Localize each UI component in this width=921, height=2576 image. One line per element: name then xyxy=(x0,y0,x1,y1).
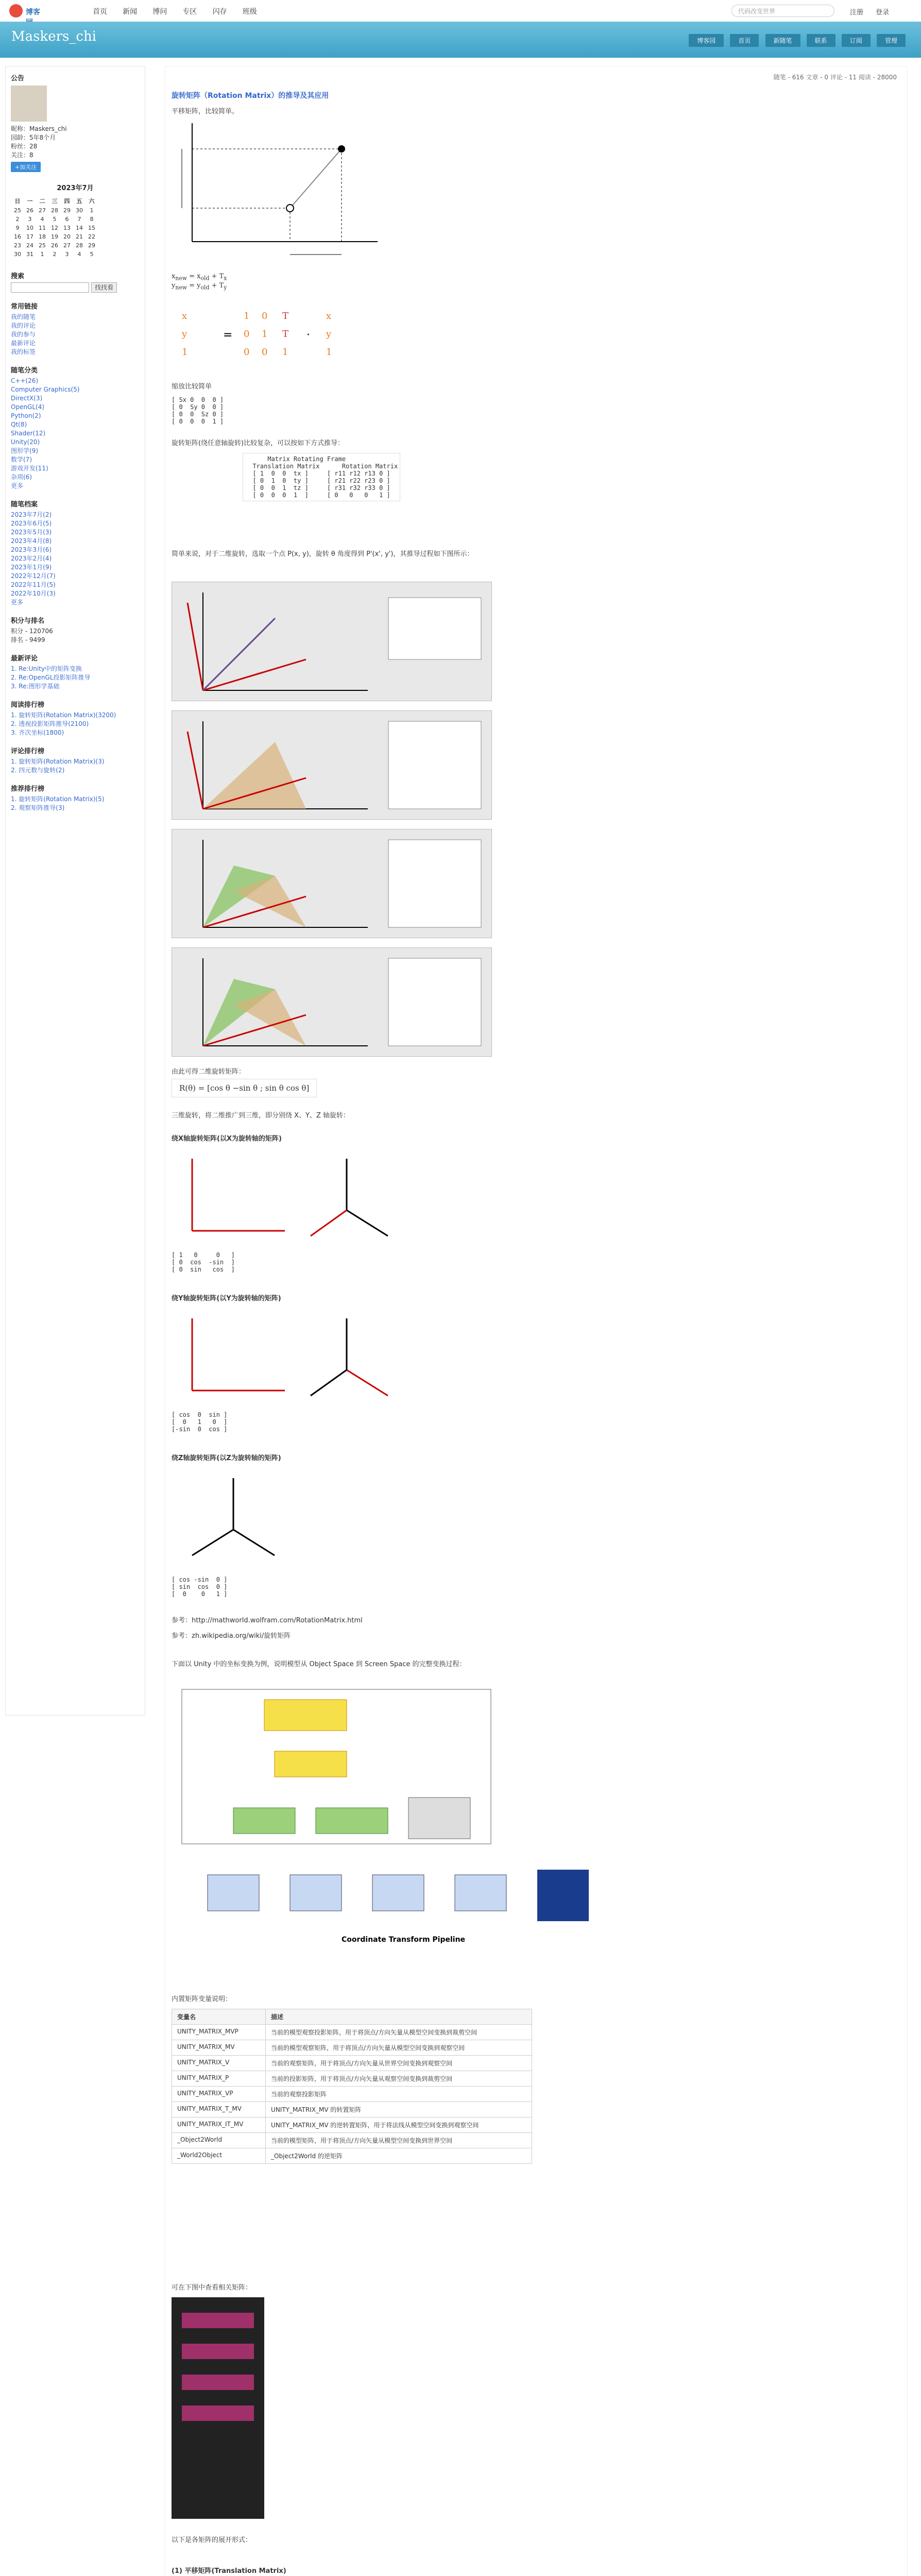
list-item[interactable]: OpenGL(4) xyxy=(11,403,45,411)
age: 园龄：5年8个月 xyxy=(11,134,56,141)
list-item[interactable]: 2. 四元数与旋转(2) xyxy=(11,767,65,774)
calendar-day[interactable]: 21 xyxy=(76,233,83,240)
nav-link[interactable]: 闪存 xyxy=(212,8,227,16)
paragraph: 下面以 Unity 中的坐标变换为例，说明模型从 Object Space 到 Screen Space 的完整变换过程： xyxy=(172,1660,466,1668)
table-row xyxy=(172,2148,532,2164)
list-item[interactable]: 更多 xyxy=(11,482,24,489)
avatar[interactable] xyxy=(11,86,47,122)
table-cell: _Object2World xyxy=(172,2133,266,2148)
list-item[interactable]: 3. Re:图形学基础 xyxy=(11,683,60,690)
svg-text:0: 0 xyxy=(244,347,250,358)
list-item[interactable]: 我的参与 xyxy=(11,331,36,338)
list-item[interactable]: 积分 - 120706 xyxy=(11,628,53,635)
table-cell: UNITY_MATRIX_V xyxy=(172,2056,266,2071)
calendar-day[interactable]: 19 xyxy=(51,233,58,240)
article-title[interactable]: 旋转矩阵（Rotation Matrix）的推导及其应用 xyxy=(172,92,329,100)
calendar-day[interactable]: 29 xyxy=(63,207,71,214)
table-row xyxy=(172,2071,532,2087)
header-button[interactable]: 博客园 xyxy=(689,34,724,47)
calendar-day[interactable]: 27 xyxy=(63,242,71,249)
list-item[interactable]: DirectX(3) xyxy=(11,395,43,402)
list-item[interactable]: 2023年7月(2) xyxy=(11,511,52,518)
svg-text:0: 0 xyxy=(262,347,268,358)
table-row xyxy=(172,2087,532,2102)
list-item[interactable]: 2023年2月(4) xyxy=(11,555,52,562)
list-item[interactable]: 2023年3月(6) xyxy=(11,546,52,553)
svg-text:0: 0 xyxy=(262,311,268,321)
list-item[interactable]: 2022年11月(5) xyxy=(11,581,56,588)
search-button[interactable]: 找找看 xyxy=(91,282,117,293)
list-item[interactable]: 1. 旋转矩阵(Rotation Matrix)(3200) xyxy=(11,711,116,719)
header-button[interactable]: 首页 xyxy=(730,34,759,47)
calendar-day[interactable]: 9 xyxy=(15,225,20,231)
nickname: 昵称：Maskers_chi xyxy=(11,125,67,132)
rotation-figure xyxy=(172,582,492,701)
calendar-head: 四 xyxy=(64,198,70,205)
list-item[interactable]: 1. Re:Unity中的矩阵变换 xyxy=(11,665,82,672)
svg-text:1: 1 xyxy=(182,347,188,358)
calendar-day[interactable]: 7 xyxy=(77,216,81,223)
paragraph: 由此可得二维旋转矩阵： xyxy=(172,1068,246,1076)
calendar-day[interactable]: 12 xyxy=(51,225,58,231)
search-title: 搜索 xyxy=(11,273,25,280)
section-title: 绕Z轴旋转矩阵(以Z为旋转轴的矩阵) xyxy=(172,1454,281,1462)
list-item[interactable]: 我的评论 xyxy=(11,322,36,329)
calendar-day[interactable]: 4 xyxy=(77,251,81,258)
list-item[interactable]: 1. 旋转矩阵(Rotation Matrix)(5) xyxy=(11,795,105,803)
calendar-head: 五 xyxy=(76,198,82,205)
nav-link[interactable]: 班级 xyxy=(242,8,257,16)
calendar-day[interactable]: 8 xyxy=(90,216,94,223)
site-search-input[interactable]: 代码改变世界 xyxy=(731,5,834,17)
section-title: 绕Y轴旋转矩阵(以Y为旋转轴的矩阵) xyxy=(172,1295,281,1302)
list-item[interactable]: 数学(7) xyxy=(11,456,32,463)
coordinate-pipeline xyxy=(172,1859,635,1962)
table-row xyxy=(172,2117,532,2133)
matrix-table xyxy=(172,2009,532,2164)
table-row xyxy=(172,2056,532,2071)
calendar-day[interactable]: 17 xyxy=(26,233,33,240)
section-title: 绕X轴旋转矩阵(以X为旋转轴的矩阵) xyxy=(172,1135,282,1143)
calendar-day[interactable]: 10 xyxy=(26,225,33,231)
recent-comments xyxy=(11,665,140,691)
table-cell: UNITY_MATRIX_MV 的转置矩阵 xyxy=(266,2102,532,2117)
section-title: (1) 平移矩阵(Translation Matrix) xyxy=(172,2567,286,2575)
sidebar-search-input[interactable] xyxy=(11,282,89,293)
list-item[interactable]: 2. 观察矩阵推导(3) xyxy=(11,804,65,811)
calendar-day[interactable]: 5 xyxy=(53,216,57,223)
y-rotation-matrix: [ cos 0 sin ] [ 0 1 0 ] [-sin 0 cos ] xyxy=(172,1411,228,1433)
formula: $x_{new} = x_{old} + T_x$ $y_{new} = y_{old} + T_y$ xyxy=(172,273,227,291)
paragraph: 三维旋转，将二维推广到三维，即分别绕 X、Y、Z 轴旋转： xyxy=(172,1112,350,1120)
calendar-day[interactable]: 30 xyxy=(76,207,83,214)
blog-title[interactable]: Maskers_chi xyxy=(11,29,97,44)
list-item[interactable]: Shader(12) xyxy=(11,430,46,437)
svg-text:1: 1 xyxy=(262,329,268,340)
list-item[interactable]: 排名 - 9499 xyxy=(11,636,45,643)
list-item[interactable]: Unity(20) xyxy=(11,438,40,446)
rank-list xyxy=(11,627,140,645)
register-link[interactable]: 注册 xyxy=(850,9,864,16)
list-item[interactable]: 1. 旋转矩阵(Rotation Matrix)(3) xyxy=(11,758,105,765)
reference-link[interactable]: 参考：http://mathworld.wolfram.com/RotationMatrix.html xyxy=(172,1617,363,1624)
calendar-day[interactable]: 26 xyxy=(26,207,33,214)
list-item[interactable]: 3. 齐次坐标(1800) xyxy=(11,729,64,736)
z-rotation-matrix: [ cos -sin 0 ] [ sin cos 0 ] [ 0 0 1 ] xyxy=(172,1576,228,1598)
common-links xyxy=(11,313,140,357)
recommend-rank-title: 推荐排行榜 xyxy=(11,785,45,793)
list-item[interactable]: 杂项(6) xyxy=(11,473,32,481)
rotation-figure xyxy=(172,710,492,820)
header-button[interactable]: 联系 xyxy=(807,34,835,47)
calendar-day[interactable]: 6 xyxy=(65,216,69,223)
calendar-title: 2023年7月 xyxy=(57,184,94,192)
comment-rank-title: 评论排行榜 xyxy=(11,748,45,755)
calendar-day[interactable]: 1 xyxy=(40,251,44,258)
list-item[interactable]: 2. Re:OpenGL投影矩阵推导 xyxy=(11,674,91,681)
list-item[interactable]: 我的随笔 xyxy=(11,313,36,320)
calendar-head: 二 xyxy=(39,198,45,205)
table-row xyxy=(172,2040,532,2056)
svg-text:0: 0 xyxy=(244,329,250,340)
read-rank-list xyxy=(11,711,140,737)
list-item[interactable]: 2023年1月(9) xyxy=(11,564,52,571)
calendar-day[interactable]: 28 xyxy=(76,242,83,249)
nav-link[interactable]: 首页 xyxy=(93,8,107,16)
rank-title: 积分与排名 xyxy=(11,617,45,625)
calendar-day[interactable]: 14 xyxy=(76,225,83,231)
calendar-day[interactable]: 25 xyxy=(14,207,21,214)
table-row xyxy=(172,2102,532,2117)
x-axis-diagram xyxy=(172,1148,408,1251)
main-content xyxy=(165,66,908,2576)
list-item[interactable]: 我的标签 xyxy=(11,348,36,355)
calendar-day[interactable]: 13 xyxy=(63,225,71,231)
list-item[interactable]: 更多 xyxy=(11,599,24,606)
list-item[interactable]: 2. 透视投影矩阵推导(2100) xyxy=(11,720,89,727)
list-item[interactable]: Python(2) xyxy=(11,412,41,419)
logo-icon xyxy=(9,4,23,18)
list-item[interactable]: Computer Graphics(5) xyxy=(11,386,80,393)
y-axis-diagram xyxy=(172,1308,408,1411)
recent-comments-title: 最新评论 xyxy=(11,655,38,663)
svg-text:T: T xyxy=(282,311,289,321)
list-item[interactable]: Qt(8) xyxy=(11,421,27,428)
list-item[interactable]: 最新评论 xyxy=(11,340,36,347)
common-links-title: 常用链接 xyxy=(11,303,38,311)
calendar-day[interactable]: 2 xyxy=(15,216,20,223)
calendar-day[interactable]: 3 xyxy=(28,216,32,223)
table-cell: 当前的模型矩阵，用于将顶点/方向矢量从模型空间变换到世界空间 xyxy=(266,2133,532,2148)
calendar-day[interactable]: 25 xyxy=(39,242,46,249)
read-rank-title: 阅读排行榜 xyxy=(11,701,45,709)
follow-count: 关注：8 xyxy=(11,151,33,159)
paragraph: 缩放比较简单 xyxy=(172,383,212,391)
svg-text:y: y xyxy=(326,329,332,340)
table-row xyxy=(172,2025,532,2040)
svg-text:x: x xyxy=(326,311,332,321)
calendar-day[interactable]: 11 xyxy=(39,225,46,231)
table-header: 变量名 xyxy=(172,2009,266,2025)
post-stats: 随笔 - 616 文章 - 0 评论 - 11 阅读 - 28000 xyxy=(773,74,897,81)
table-cell: 当前的模型观察投影矩阵，用于将顶点/方向矢量从模型空间变换到裁剪空间 xyxy=(266,2025,532,2040)
table-cell: _World2Object xyxy=(172,2148,266,2164)
logo-text: 博客 xyxy=(26,8,40,16)
list-item[interactable]: 图形学(9) xyxy=(11,447,38,454)
header-button[interactable]: 新随笔 xyxy=(765,34,800,47)
calendar-day[interactable]: 26 xyxy=(51,242,58,249)
login-link[interactable]: 登录 xyxy=(876,9,890,16)
pipeline-diagram xyxy=(172,1679,501,1849)
list-item[interactable]: 2022年12月(7) xyxy=(11,572,56,580)
comment-rank-list xyxy=(11,757,140,775)
paragraph: 以下是各矩阵的展开形式： xyxy=(172,2536,252,2544)
calendar-day[interactable]: 23 xyxy=(14,242,21,249)
table-cell: UNITY_MATRIX_MV 的逆转置矩阵，用于将法线从模型空间变换到观察空间 xyxy=(266,2117,532,2133)
table-row xyxy=(172,2133,532,2148)
paragraph: 可在下图中查看相关矩阵： xyxy=(172,2284,252,2292)
rotation-figure xyxy=(172,829,492,938)
svg-text:T: T xyxy=(282,329,289,340)
table-cell: UNITY_MATRIX_IT_MV xyxy=(172,2117,266,2133)
sidebar xyxy=(5,66,145,1716)
table-header: 描述 xyxy=(266,2009,532,2025)
recommend-rank-list xyxy=(11,795,140,812)
header-button[interactable]: 订阅 xyxy=(842,34,871,47)
table-cell: 当前的观察投影矩阵 xyxy=(266,2087,532,2102)
nav-link[interactable]: 博问 xyxy=(152,8,167,16)
table-cell: _Object2World 的逆矩阵 xyxy=(266,2148,532,2164)
site-logo[interactable] xyxy=(9,3,40,19)
calendar-day[interactable]: 4 xyxy=(40,216,44,223)
paragraph: 平移矩阵，比较简单。 xyxy=(172,108,239,115)
calendar-day[interactable]: 1 xyxy=(90,207,94,214)
table-cell: 当前的投影矩阵，用于将顶点/方向矢量从观察空间变换到裁剪空间 xyxy=(266,2071,532,2087)
calendar-day[interactable]: 16 xyxy=(14,233,21,240)
calendar-day[interactable]: 2 xyxy=(53,251,57,258)
table-cell: UNITY_MATRIX_MVP xyxy=(172,2025,266,2040)
calendar-head: 日 xyxy=(14,198,21,205)
list-item[interactable]: 2023年5月(3) xyxy=(11,529,52,536)
calendar-day[interactable]: 22 xyxy=(88,233,95,240)
pipeline-caption: Coordinate Transform Pipeline xyxy=(341,1936,466,1944)
paragraph: 旋转矩阵(绕任意轴旋转)比较复杂，可以按如下方式推导： xyxy=(172,439,345,447)
archive-title: 随笔档案 xyxy=(11,501,38,509)
header-button[interactable]: 管理 xyxy=(877,34,906,47)
nav-link[interactable]: 专区 xyxy=(182,8,197,16)
svg-text:1: 1 xyxy=(244,311,250,321)
scale-matrix: [ Sx 0 0 0 ] [ 0 Sy 0 0 ] [ 0 0 Sz 0 ] [ 0 0 0 1 ] xyxy=(172,396,224,425)
list-item[interactable]: C++(26) xyxy=(11,377,39,384)
svg-text:1: 1 xyxy=(282,347,288,358)
calendar-head: 三 xyxy=(52,198,58,205)
calendar-day[interactable]: 30 xyxy=(14,251,21,258)
nav-links xyxy=(93,6,270,16)
calendar-day[interactable]: 18 xyxy=(39,233,46,240)
calendar-day[interactable]: 3 xyxy=(65,251,69,258)
calendar-head: 一 xyxy=(27,198,33,205)
calendar-head: 六 xyxy=(89,198,95,205)
svg-text:·: · xyxy=(306,329,310,342)
table-cell: UNITY_MATRIX_MV xyxy=(172,2040,266,2056)
calendar-day[interactable]: 15 xyxy=(88,225,95,231)
list-item[interactable]: 2023年6月(5) xyxy=(11,520,52,527)
calendar xyxy=(11,195,98,259)
category-list xyxy=(11,377,140,490)
fans: 粉丝：28 xyxy=(11,143,38,150)
reference-link[interactable]: 参考：zh.wikipedia.org/wiki/旋转矩阵 xyxy=(172,1632,291,1640)
translation-diagram xyxy=(172,118,388,267)
calendar-day[interactable]: 29 xyxy=(88,242,95,249)
translation-matrix xyxy=(172,298,388,370)
archive-list xyxy=(11,511,140,607)
paragraph: 内置矩阵变量说明： xyxy=(172,1995,232,2003)
calendar-day[interactable]: 20 xyxy=(63,233,71,240)
calendar-day[interactable]: 31 xyxy=(26,251,33,258)
header-buttons xyxy=(685,34,906,47)
top-nav xyxy=(0,0,921,22)
nav-link[interactable]: 新闻 xyxy=(123,8,138,16)
rotation-figure xyxy=(172,947,492,1057)
table-cell: UNITY_MATRIX_T_MV xyxy=(172,2102,266,2117)
calendar-day[interactable]: 28 xyxy=(51,207,58,214)
matrix-image xyxy=(172,2297,264,2519)
z-axis-diagram xyxy=(172,1468,408,1571)
svg-text:y: y xyxy=(182,329,187,340)
svg-text:x: x xyxy=(182,311,187,321)
table-cell: UNITY_MATRIX_VP xyxy=(172,2087,266,2102)
paragraph: 简单来说，对于二维旋转，选取一个点 P(x, y)，旋转 θ 角度得到 P'(x', y')，其推导过程如下图所示： xyxy=(172,550,474,558)
table-cell: 当前的模型观察矩阵，用于将顶点/方向矢量从模型空间变换到观察空间 xyxy=(266,2040,532,2056)
rotation-formula: R(θ) = [cos θ −sin θ ; sin θ cos θ] xyxy=(172,1079,317,1097)
list-item[interactable]: 2022年10月(3) xyxy=(11,590,56,597)
svg-text:=: = xyxy=(223,329,233,342)
follow-button[interactable]: +加关注 xyxy=(11,162,41,172)
table-cell: UNITY_MATRIX_P xyxy=(172,2071,266,2087)
calendar-day[interactable]: 24 xyxy=(26,242,33,249)
list-item[interactable]: 2023年4月(8) xyxy=(11,537,52,545)
svg-text:1: 1 xyxy=(326,347,332,358)
category-title: 随笔分类 xyxy=(11,367,38,375)
list-item[interactable]: 游戏开发(11) xyxy=(11,465,48,472)
notice-title: 公告 xyxy=(11,75,25,82)
table-cell: 当前的观察矩阵，用于将顶点/方向矢量从世界空间变换到观察空间 xyxy=(266,2056,532,2071)
calendar-day[interactable]: 27 xyxy=(39,207,46,214)
x-rotation-matrix: [ 1 0 0 ] [ 0 cos -sin ] [ 0 sin cos ] xyxy=(172,1251,235,1273)
calendar-day[interactable]: 5 xyxy=(90,251,94,258)
rotation-matrix-code: Matrix Rotating Frame Translation Matrix Rotation Matrix [ 1 0 0 tx ] [ r11 r12 r13 0 ] [ 0 1 0 ty ] [ r21 r22 r23 0 ] [ 0 0 1 tz ] [ r31 r32 r33 0 ] [ 0 0 0 1 ] [ 0 0 0 1 ] xyxy=(243,453,400,501)
